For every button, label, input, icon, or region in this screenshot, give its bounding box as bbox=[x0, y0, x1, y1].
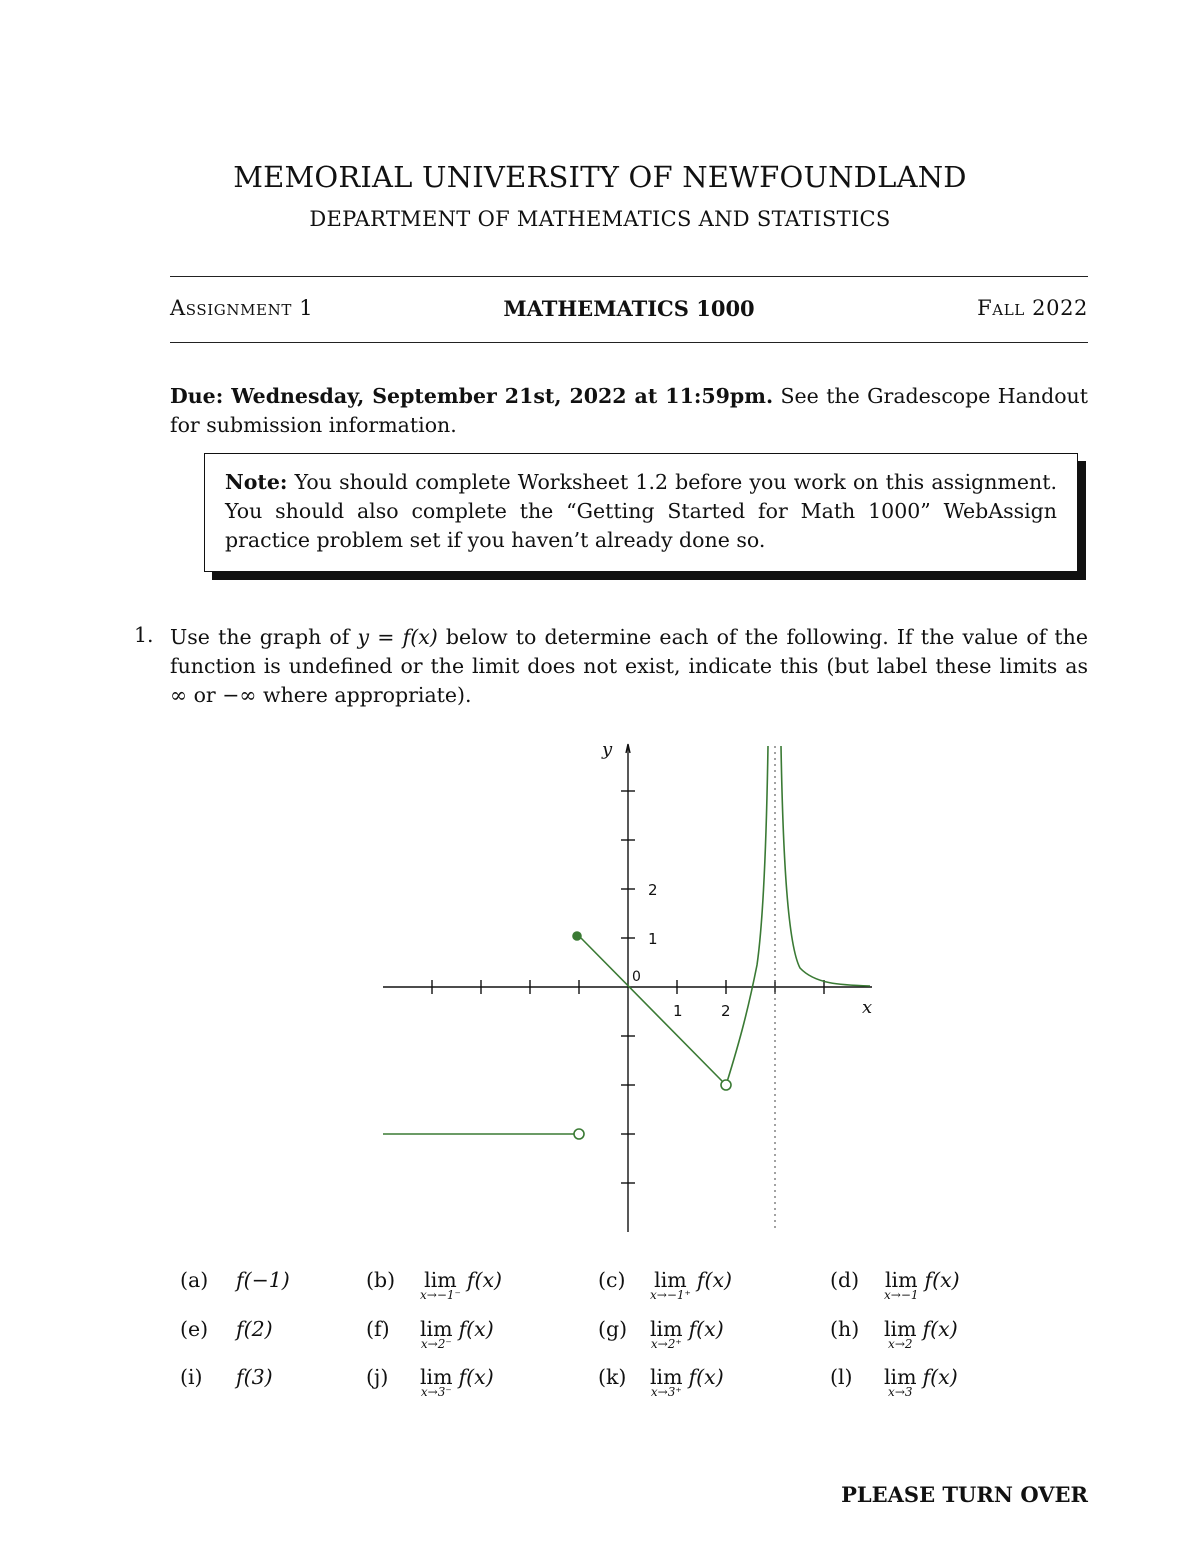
lim-subscript: x→3⁺ bbox=[650, 1385, 682, 1399]
eq-equals: = bbox=[369, 625, 403, 649]
part-label: (b) bbox=[366, 1268, 396, 1292]
tick-label-y2: 2 bbox=[648, 881, 658, 899]
lim-word: lim bbox=[884, 1268, 918, 1292]
lim-subscript: x→−1⁺ bbox=[650, 1288, 691, 1302]
lim-word: lim bbox=[424, 1268, 457, 1292]
turn-over-note: PLEASE TURN OVER bbox=[841, 1482, 1088, 1507]
tick-label-origin: 0 bbox=[632, 969, 641, 985]
curve-asymptote-left-branch bbox=[727, 746, 768, 1082]
lim-subscript: x→−1⁻ bbox=[420, 1288, 461, 1302]
part-expression bbox=[236, 1317, 273, 1341]
tick-label-x1: 1 bbox=[673, 1002, 683, 1020]
lim-word: lim bbox=[650, 1317, 683, 1341]
assignment-label: Assignment 1 bbox=[170, 296, 314, 320]
lim-word: lim bbox=[650, 1365, 683, 1389]
limit-operator bbox=[420, 1268, 461, 1302]
part-label: (f) bbox=[366, 1317, 390, 1341]
part-label: (e) bbox=[180, 1317, 209, 1341]
lim-word: lim bbox=[884, 1365, 917, 1389]
part-expression bbox=[884, 1268, 960, 1302]
limit-operator bbox=[884, 1268, 919, 1302]
eq-y: y bbox=[357, 625, 370, 649]
function-expression: f(x) bbox=[688, 1365, 724, 1389]
function-expression: f(x) bbox=[924, 1268, 960, 1292]
lim-subscript: x→2 bbox=[888, 1337, 913, 1351]
function-expression: f(3) bbox=[236, 1365, 273, 1389]
tick-label-y1: 1 bbox=[648, 930, 658, 948]
lim-subscript: x→−1 bbox=[884, 1288, 919, 1302]
department-name: DEPARTMENT OF MATHEMATICS AND STATISTICS bbox=[309, 207, 891, 231]
part-label: (d) bbox=[830, 1268, 860, 1292]
lim-subscript: x→3⁻ bbox=[420, 1385, 452, 1399]
closed-dot-xneg1 bbox=[573, 932, 581, 940]
part-label: (g) bbox=[598, 1317, 628, 1341]
part-label: (l) bbox=[830, 1365, 853, 1389]
part-label: (c) bbox=[598, 1268, 626, 1292]
part-expression bbox=[650, 1268, 732, 1302]
part-expression bbox=[650, 1317, 724, 1351]
part-expression bbox=[420, 1317, 494, 1351]
part-expression bbox=[650, 1365, 724, 1399]
university-name: MEMORIAL UNIVERSITY OF NEWFOUNDLAND bbox=[233, 160, 967, 194]
part-label: (h) bbox=[830, 1317, 860, 1341]
note-label: Note: bbox=[225, 470, 288, 494]
curve-asymptote-right-branch bbox=[781, 746, 870, 986]
lim-subscript: x→3 bbox=[888, 1385, 913, 1399]
part-expression bbox=[884, 1365, 958, 1399]
limit-operator bbox=[420, 1317, 453, 1351]
function-expression: f(x) bbox=[922, 1365, 958, 1389]
part-expression bbox=[420, 1365, 494, 1399]
function-expression: f(x) bbox=[922, 1317, 958, 1341]
function-expression: f(2) bbox=[236, 1317, 273, 1341]
due-info: See the Gradescope Handout for submission information. bbox=[170, 384, 1089, 437]
lim-subscript: x→2⁺ bbox=[650, 1337, 682, 1351]
part-label: (a) bbox=[180, 1268, 209, 1292]
lim-word: lim bbox=[884, 1317, 917, 1341]
part-label: (k) bbox=[598, 1365, 627, 1389]
question-text-b: below to determine each of the following. If the value of the function is undefined or the limit does not exist, indicate this (but label these limits as ∞ or −∞ where appropriate). bbox=[170, 625, 1089, 707]
tick-label-x2: 2 bbox=[721, 1002, 731, 1020]
due-date: Due: Wednesday, September 21st, 2022 at 11:59pm. bbox=[170, 384, 774, 408]
part-expression bbox=[236, 1268, 290, 1292]
lim-word: lim bbox=[654, 1268, 687, 1292]
limit-operator bbox=[650, 1317, 683, 1351]
function-expression: f(−1) bbox=[236, 1268, 290, 1292]
note-body: You should complete Worksheet 1.2 before you work on this assignment. You should also complete the “Getting Started for Math 1000” WebAssign practice problem set if you haven’t already done so. bbox=[225, 470, 1057, 552]
eq-x: (x) bbox=[410, 625, 438, 649]
part-label: (j) bbox=[366, 1365, 389, 1389]
eq-f: f bbox=[402, 625, 411, 649]
part-expression bbox=[884, 1317, 958, 1351]
question-number: 1. bbox=[134, 623, 154, 647]
curve bbox=[383, 746, 873, 1139]
limit-operator bbox=[650, 1268, 691, 1302]
function-expression: f(x) bbox=[466, 1268, 503, 1292]
x-axis-label: x bbox=[862, 997, 873, 1018]
course-title: MATHEMATICS 1000 bbox=[503, 296, 755, 321]
lim-word: lim bbox=[420, 1317, 453, 1341]
lim-subscript: x→2⁻ bbox=[420, 1337, 452, 1351]
open-dot-x2 bbox=[721, 1080, 731, 1090]
function-expression: f(x) bbox=[688, 1317, 724, 1341]
y-axis-label: y bbox=[602, 739, 613, 760]
open-dot-left bbox=[574, 1129, 584, 1139]
term-label: Fall 2022 bbox=[977, 296, 1088, 320]
part-label: (i) bbox=[180, 1365, 203, 1389]
function-expression: f(x) bbox=[696, 1268, 733, 1292]
lim-word: lim bbox=[420, 1365, 453, 1389]
curve-linear-segment bbox=[579, 936, 722, 1081]
limit-operator bbox=[884, 1317, 917, 1351]
function-expression: f(x) bbox=[458, 1365, 494, 1389]
part-expression bbox=[236, 1365, 273, 1389]
part-expression bbox=[420, 1268, 502, 1302]
function-expression: f(x) bbox=[458, 1317, 494, 1341]
tick-labels bbox=[632, 881, 731, 1020]
question-text-a: Use the graph of bbox=[170, 625, 358, 649]
axes bbox=[383, 744, 872, 1232]
limit-operator bbox=[420, 1365, 453, 1399]
limit-operator bbox=[650, 1365, 683, 1399]
limit-operator bbox=[884, 1365, 917, 1399]
